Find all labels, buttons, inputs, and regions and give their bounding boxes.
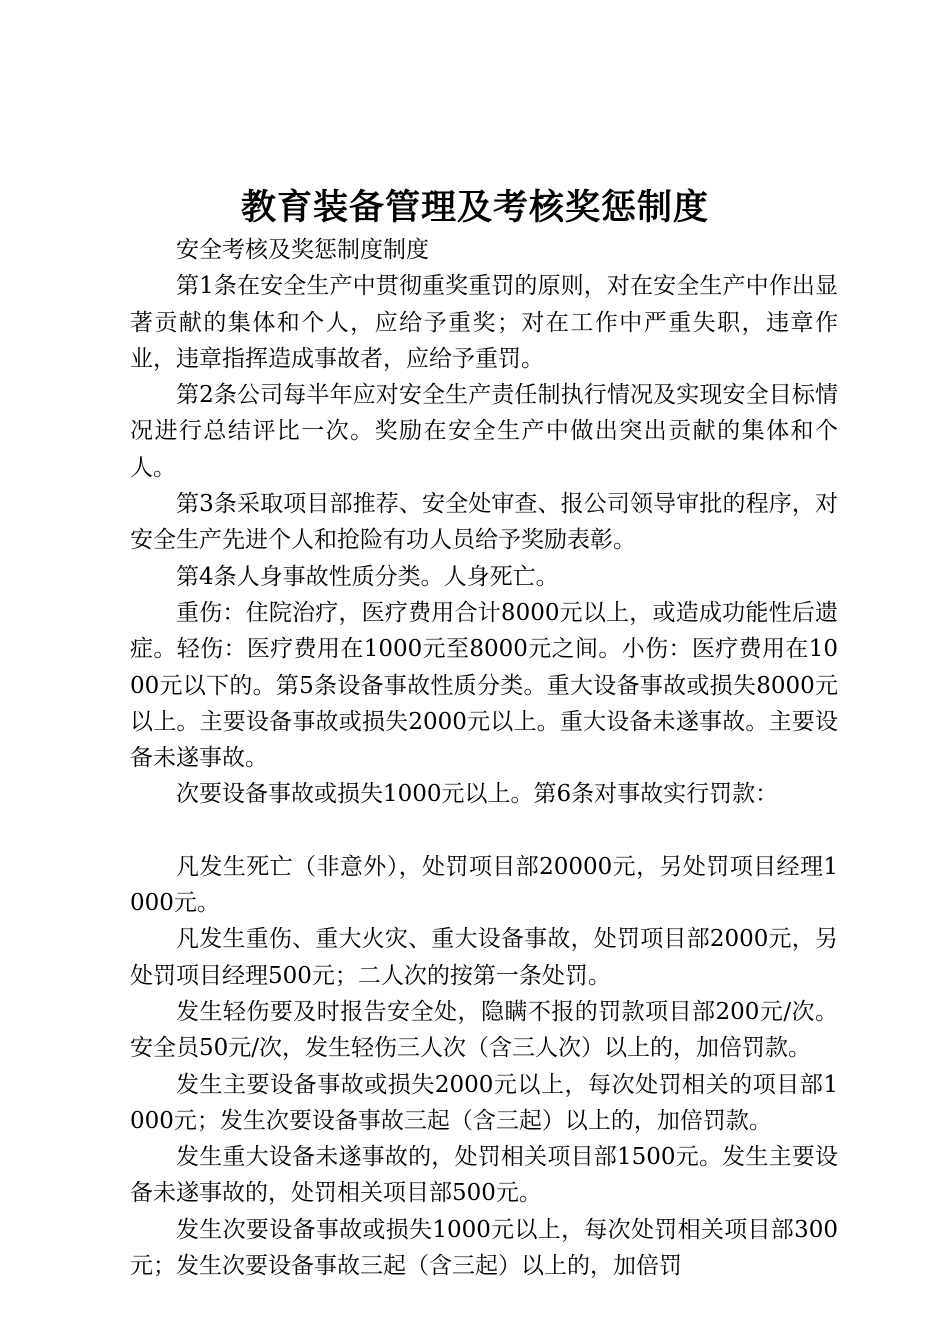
paragraph: 发生轻伤要及时报告安全处，隐瞒不报的罚款项目部200元/次。安全员50元/次，发生轻伤三人次（含三人次）以上的，加倍罚款。 [130, 998, 838, 1062]
document-title: 教育装备管理及考核奖惩制度 [240, 187, 709, 228]
paragraph: 第4条人身事故性质分类。人身死亡。 [176, 563, 559, 590]
paragraph: 次要设备事故或损失1000元以上。第6条对事故实行罚款： [176, 781, 779, 808]
document-body [130, 232, 838, 1284]
paragraph: 第2条公司每半年应对安全生产责任制执行情况及实现安全目标情况进行总结评比一次。奖励在安全生产中做出突出贡献的集体和个人。 [130, 382, 838, 481]
paragraph: 第1条在安全生产中贯彻重奖重罚的原则，对在安全生产中作出显著贡献的集体和个人，应给予重奖；对在工作中严重失职，违章作业，违章指挥造成事故者，应给予重罚。 [130, 273, 838, 372]
paragraph: 发生重大设备未遂事故的，处罚相关项目部1500元。发生主要设备未遂事故的，处罚相关项目部500元。 [130, 1144, 838, 1207]
paragraph: 安全考核及奖惩制度制度 [176, 237, 429, 263]
paragraph: 凡发生重伤、重大火灾、重大设备事故，处罚项目部2000元，另处罚项目经理500元；二人次的按第一条处罚。 [130, 926, 838, 989]
paragraph: 发生主要设备事故或损失2000元以上，每次处罚相关的项目部1000元；发生次要设备事故三起（含三起）以上的，加倍罚款。 [130, 1071, 838, 1134]
paragraph: 发生次要设备事故或损失1000元以上，每次处罚相关项目部300元；发生次要设备事故三起（含三起）以上的，加倍罚 [130, 1216, 838, 1280]
paragraph: 凡发生死亡（非意外），处罚项目部20000元，另处罚项目经理1000元。 [130, 853, 838, 917]
paragraph: 重伤：住院治疗，医疗费用合计8000元以上，或造成功能性后遗症。轻伤：医疗费用在1000元至8000元之间。小伤：医疗费用在1000元以下的。第5条设备事故性质分类。重大设备事故或损失8000元以上。主要设备事故或损失2000元以上。重大设备未遂事故。主要设备未遂事故。 [130, 599, 838, 772]
paragraph: 第3条采取项目部推荐、安全处审查、报公司领导审批的程序，对安全生产先进个人和抢险有功人员给予奖励表彰。 [130, 491, 838, 554]
